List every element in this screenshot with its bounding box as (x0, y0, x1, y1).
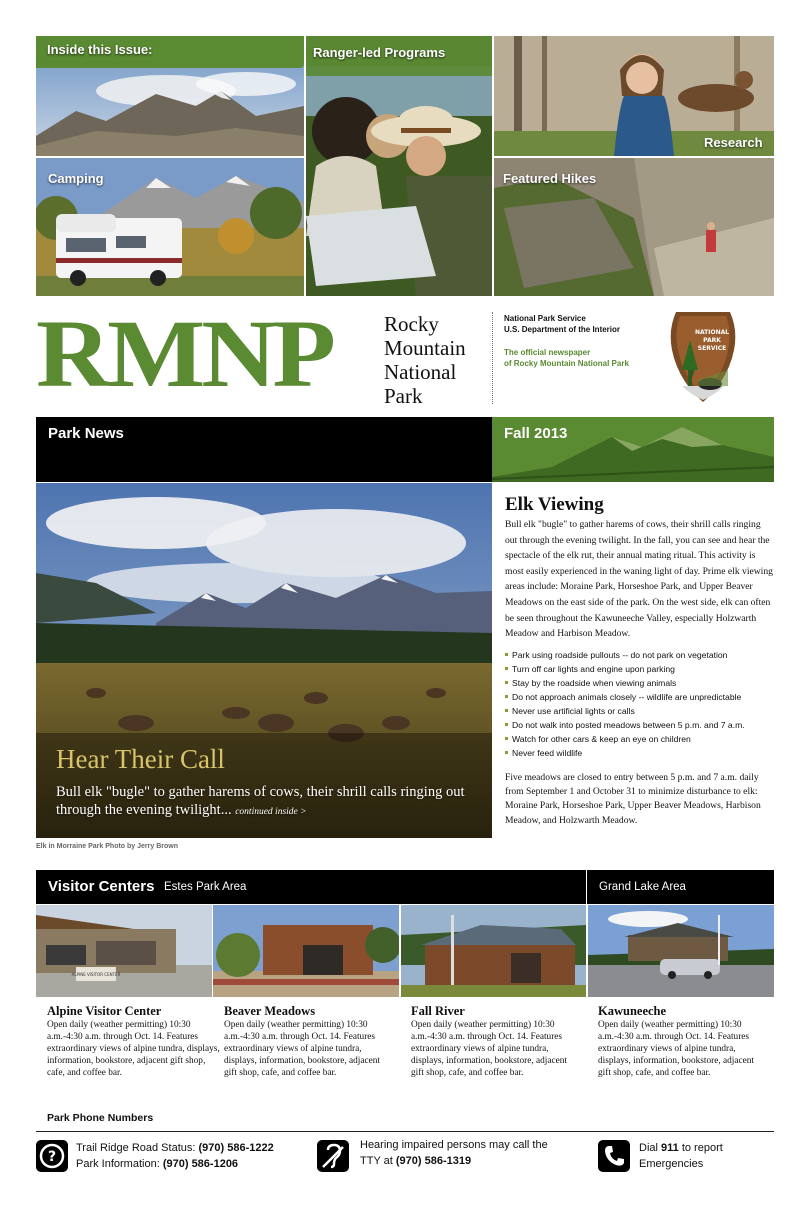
visitor-centers-title: Visitor Centers (48, 878, 155, 895)
badge-line: NATIONAL (694, 329, 730, 336)
grand-lake-bar (587, 870, 774, 904)
photo-credit: Elk in Morraine Park Photo by Jerry Brown (36, 843, 178, 850)
tagline: of Rocky Mountain National Park (504, 359, 629, 368)
trail-ridge-number[interactable]: (970) 586-1222 (198, 1142, 274, 1154)
park-name-line: Mountain (384, 336, 466, 360)
emergency-line: Emergencies (639, 1158, 704, 1170)
park-news-bar (36, 417, 492, 482)
center-sign: ALPINE VISITOR CENTER (71, 972, 121, 977)
agency-name: National Park Service (504, 314, 586, 323)
hero-teaser (56, 783, 466, 821)
trail-ridge-label: Trail Ridge Road Status: (76, 1142, 199, 1154)
center-description: Open daily (weather permitting) 10:30 a.m.-4:30 a.m. through Oct. 14. Features extraordinary views of alpine tundra, displays, information, bookstore, adjacent gift shop, cafe, and coffee bar. (224, 1020, 380, 1078)
elk-viewing-title: Elk Viewing (505, 494, 604, 515)
fall-river-photo (401, 905, 586, 997)
tty-line: Hearing impaired persons may call the (360, 1139, 548, 1151)
emergency-number[interactable]: 911 (661, 1142, 679, 1154)
center-description: Open daily (weather permitting) 10:30 a.m.-4:30 a.m. through Oct. 14. Features extraordinary views of alpine tundra, displays, information, bookstore, adjacent gift shop, cafe, and coffee bar. (411, 1020, 567, 1078)
park-name-line: Park (384, 384, 423, 408)
phone-divider (36, 1131, 774, 1132)
list-item: Turn off car lights and engine upon parking (505, 662, 775, 676)
list-item: Park using roadside pullouts -- do not park on vegetation (505, 648, 775, 662)
tagline: The official newspaper (504, 348, 591, 357)
svg-text:?: ? (47, 1149, 57, 1165)
center-description: Open daily (weather permitting) 10:30 a.m.-4:30 a.m. through Oct. 14. Features extraordinary views of alpine tundra, displays, information, bookstore, adjacent gift shop, cafe, and coffee bar. (47, 1020, 220, 1078)
list-item: Never feed wildlife (505, 746, 775, 760)
telephone-icon (598, 1140, 630, 1172)
elk-viewing-tips (505, 648, 775, 760)
grand-lake-label: Grand Lake Area (599, 881, 686, 893)
ranger-programs-label: Ranger-led Programs (313, 45, 446, 60)
center-name: Fall River (411, 1004, 465, 1018)
visitor-center-card (411, 1004, 581, 1079)
phone-numbers-title: Park Phone Numbers (47, 1112, 154, 1124)
visitor-center-card (224, 1004, 390, 1079)
featured-hikes-label: Featured Hikes (503, 171, 597, 186)
list-item: Do not approach animals closely -- wildlife are unpredictable (505, 690, 775, 704)
teaser-text: Bull elk "bugle" to gather harems of cows, their shrill calls ringing out through the evening twilight... (56, 784, 465, 818)
masthead-divider (492, 312, 493, 404)
tty-info (360, 1137, 548, 1169)
rmnp-logo: RMNP (36, 300, 332, 408)
list-item: Never use artificial lights or calls (505, 704, 775, 718)
department-name: U.S. Department of the Interior (504, 325, 621, 334)
meadow-closure-note: Five meadows are closed to entry between 5 p.m. and 7 a.m. daily from September 1 and October 31 to minimize disturbance to elk: Moraine Park, Horseshoe Park, Upper Beaver Meadows, Harbison Meadow, and Holzwarth Meadow. (505, 772, 761, 826)
road-info-numbers (76, 1140, 274, 1172)
agency-info (504, 313, 629, 369)
nps-arrowhead-icon (668, 310, 738, 404)
estes-park-label: Estes Park Area (164, 881, 247, 893)
center-name: Alpine Visitor Center (47, 1004, 162, 1018)
badge-line: SERVICE (697, 345, 727, 352)
emergency-pre: Dial (639, 1142, 662, 1154)
kawuneeche-photo (588, 905, 774, 997)
tty-number[interactable]: (970) 586-1319 (395, 1155, 472, 1167)
tty-label: TTY at (360, 1155, 396, 1167)
center-name: Beaver Meadows (224, 1004, 316, 1018)
list-item: Do not walk into posted meadows between 5 p.m. and 7 a.m. (505, 718, 775, 732)
issue-date: Fall 2013 (504, 425, 568, 442)
list-item: Stay by the roadside when viewing animals (505, 676, 775, 690)
camping-label: Camping (48, 171, 104, 186)
inside-issue-label: Inside this Issue: (47, 42, 153, 57)
issue-date-bar (492, 417, 774, 482)
park-name-line: National (384, 360, 457, 384)
emergency-post: to report (678, 1142, 723, 1154)
elk-viewing-body: Bull elk "bugle" to gather harems of cows, their shrill calls ringing out through the evening twilight. In the fall, you can see and hear the spectacle of the elk rut, their annual mating ritual. This activity is most easily experienced in the waning light of day. Prime elk viewing areas include: Moraine Park, Horseshoe Park, and Upper Beaver Meadows on the east side of the park. On the west side, elk can often be seen throughout the Kawuneeche Valley, especially Holzwarth Meadow and Harbison Meadow. (505, 519, 773, 640)
park-info-number[interactable]: (970) 586-1206 (162, 1158, 239, 1170)
badge-line: PARK (703, 337, 721, 344)
center-name: Kawuneeche (598, 1004, 667, 1018)
beaver-meadows-photo (213, 905, 399, 997)
visitor-center-card (47, 1004, 225, 1079)
park-news-label: Park News (48, 425, 124, 442)
continued-link[interactable]: continued inside > (235, 807, 307, 817)
hero-headline: Hear Their Call (56, 744, 225, 774)
park-name (384, 312, 466, 408)
park-info-label: Park Information: (76, 1158, 163, 1170)
visitor-center-card (598, 1004, 768, 1079)
alpine-center-photo (36, 905, 212, 997)
center-description: Open daily (weather permitting) 10:30 a.m.-4:30 a.m. through Oct. 14. Features extraordinary views of alpine tundra, displays, information, bookstore, adjacent gift shop, cafe, and coffee bar. (598, 1020, 754, 1078)
list-item: Watch for other cars & keep an eye on children (505, 732, 775, 746)
research-label: Research (704, 135, 763, 150)
hearing-impaired-icon (317, 1140, 349, 1172)
question-icon (36, 1140, 68, 1172)
park-name-line: Rocky (384, 312, 439, 336)
emergency-info (639, 1140, 723, 1172)
visitor-centers-bar (36, 870, 586, 904)
